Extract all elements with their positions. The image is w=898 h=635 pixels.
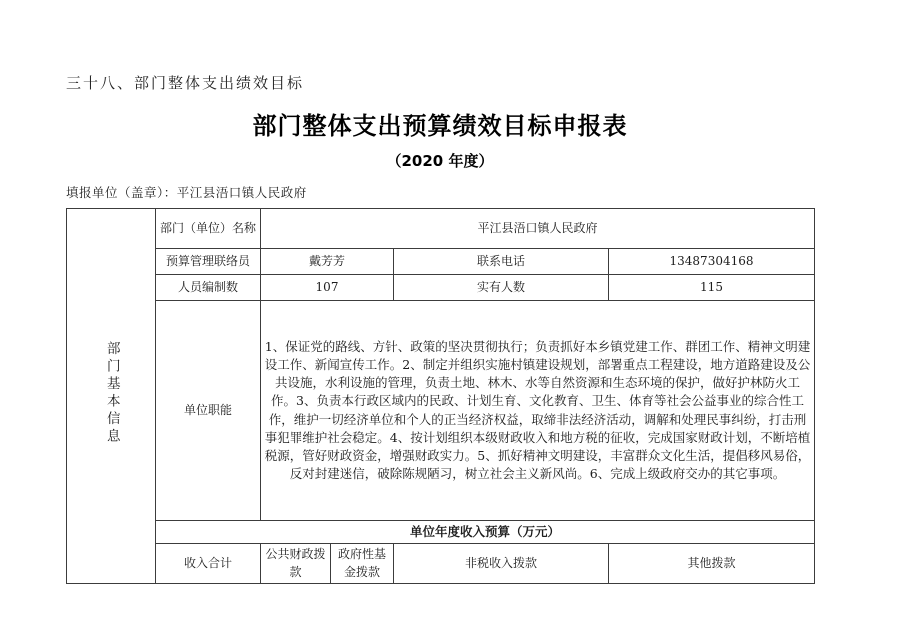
gov-fund-label-cell: 政府性基金拨款 [331, 544, 394, 584]
staff-quota-label-cell: 人员编制数 [156, 275, 261, 301]
dept-name-label-cell: 部门（单位）名称 [156, 209, 261, 249]
functions-text-cell: 1、保证党的路线、方针、政策的坚决贯彻执行；负责抓好本乡镇党建工作、群团工作、精神文明建设工作、新闻宣传工作。2、制定并组织实施村镇建设规划，部署重点工程建设，地方道路建设及公共设施，水利设施的管理，负责土地、林木、水等自然资源和生态环境的保护，做好护林防火工作。3、负责本行政区域内的民政、计划生育、文化教育、卫生、体育等社会公益事业的综合性工作，维护一切经济单位和个人的正当经济权益，取缔非法经济活动，调解和处理民事纠纷，打击刑事犯罪维护社会稳定。4、按计划组织本级财政收入和地方税的征收，完成国家财政计划，不断培植税源，管好财政资金，增强财政实力。5、抓好精神文明建设，丰富群众文化生活，提倡移风易俗，反对封建迷信，破除陈规陋习，树立社会主义新风尚。6、完成上级政府交办的其它事项。 [261, 301, 815, 521]
basic-info-table [66, 208, 815, 584]
table-row-functions [67, 301, 815, 521]
income-total-label-cell: 收入合计 [156, 544, 261, 584]
income-header-cell: 单位年度收入预算（万元） [156, 521, 815, 544]
staff-quota-value-cell: 107 [261, 275, 394, 301]
phone-value-cell: 13487304168 [609, 249, 815, 275]
dept-name-value-cell: 平江县浯口镇人民政府 [261, 209, 815, 249]
table-row-dept-name [67, 209, 815, 249]
functions-label-cell: 单位职能 [156, 301, 261, 521]
nontax-income-label-cell: 非税收入拨款 [394, 544, 609, 584]
table-row-income-columns [67, 544, 815, 584]
page-subtitle: （2020 年度） [386, 152, 494, 170]
report-unit-label: 填报单位（盖章）： [66, 185, 177, 200]
table-row-income-header [67, 521, 815, 544]
report-unit-value: 平江县浯口镇人民政府 [176, 185, 307, 200]
section-heading: 三十八、部门整体支出绩效目标 [66, 74, 305, 92]
document-page [66, 72, 814, 584]
table-row-liaison [67, 249, 815, 275]
phone-label-cell: 联系电话 [394, 249, 609, 275]
other-grants-label-cell: 其他拨款 [609, 544, 815, 584]
group-label-cell [67, 209, 156, 584]
group-label: 部门基本信息 [103, 340, 120, 446]
table-row-staff [67, 275, 815, 301]
liaison-value-cell: 戴芳芳 [261, 249, 394, 275]
liaison-label-cell: 预算管理联络员 [156, 249, 261, 275]
public-finance-label-cell: 公共财政拨款 [261, 544, 331, 584]
actual-staff-value-cell: 115 [609, 275, 815, 301]
actual-staff-label-cell: 实有人数 [394, 275, 609, 301]
report-unit-line [66, 183, 814, 201]
page-title: 部门整体支出预算绩效目标申报表 [252, 112, 628, 140]
